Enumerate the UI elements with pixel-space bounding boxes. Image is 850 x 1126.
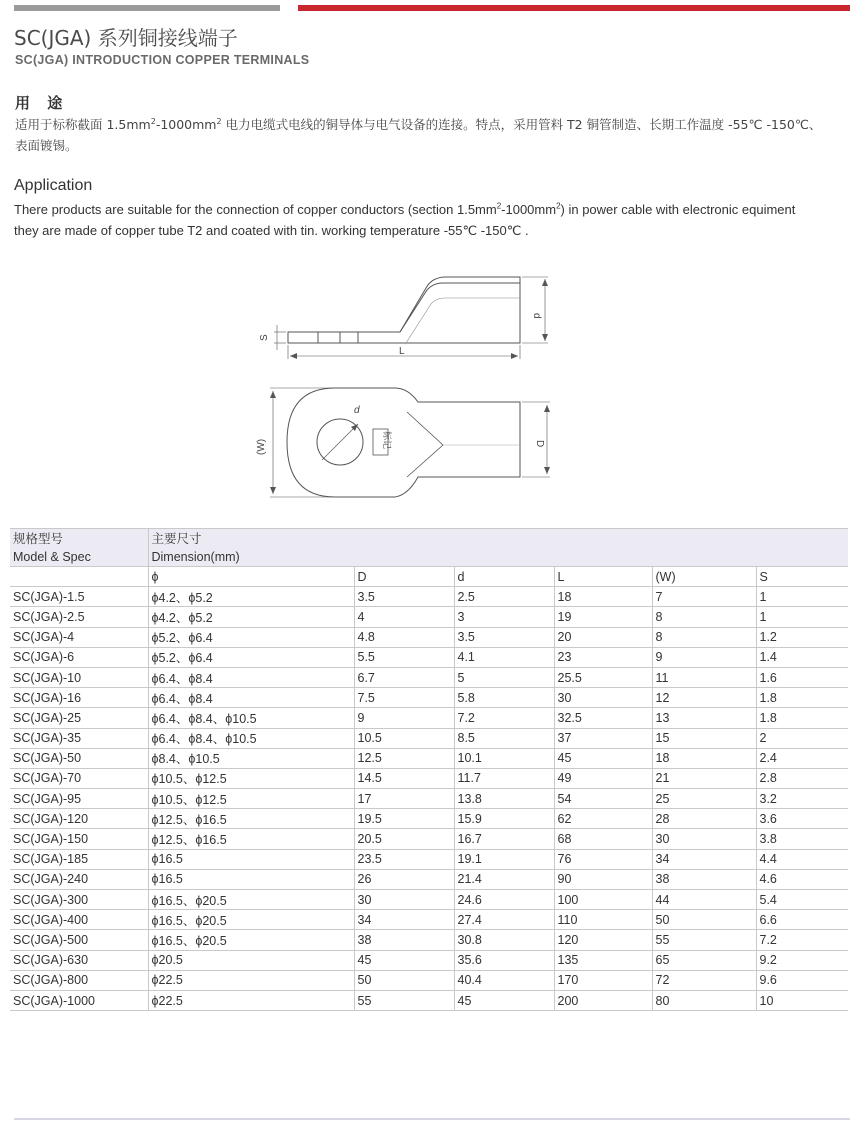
cell-s: 9.6 <box>756 970 848 990</box>
cell-l: 19 <box>554 607 652 627</box>
cell-d-inner: 24.6 <box>454 890 554 910</box>
cell-l: 25.5 <box>554 667 652 687</box>
cell-w: 12 <box>652 688 756 708</box>
cell-w: 44 <box>652 890 756 910</box>
cell-model: SC(JGA)-300 <box>10 890 148 910</box>
cell-model: SC(JGA)-4 <box>10 627 148 647</box>
cell-w: 72 <box>652 970 756 990</box>
header-model-en: Model & Spec <box>10 547 148 567</box>
application-line-2: they are made of copper tube T2 and coated with tin. working temperature -55℃ -150℃ . <box>14 223 529 238</box>
cell-d-inner: 40.4 <box>454 970 554 990</box>
table-row <box>10 667 848 687</box>
cell-s: 7.2 <box>756 930 848 950</box>
header-dim-cn: 主要尺寸 <box>148 529 848 548</box>
cell-d-outer: 50 <box>354 970 454 990</box>
cell-phi: ϕ16.5 <box>148 869 354 889</box>
cell-model: SC(JGA)-1000 <box>10 990 148 1010</box>
table-row <box>10 688 848 708</box>
header-gray-bar <box>14 5 280 11</box>
cell-phi: ϕ16.5、ϕ20.5 <box>148 930 354 950</box>
cell-d-outer: 6.7 <box>354 667 454 687</box>
table-row <box>10 869 848 889</box>
cell-d-inner: 13.8 <box>454 789 554 809</box>
cell-s: 4.4 <box>756 849 848 869</box>
cell-model: SC(JGA)-10 <box>10 667 148 687</box>
cell-d-inner: 2.5 <box>454 587 554 607</box>
cell-d-outer: 14.5 <box>354 768 454 788</box>
cell-s: 4.6 <box>756 869 848 889</box>
cell-d-inner: 11.7 <box>454 768 554 788</box>
cell-l: 120 <box>554 930 652 950</box>
cell-l: 90 <box>554 869 652 889</box>
cell-model: SC(JGA)-120 <box>10 809 148 829</box>
cell-l: 62 <box>554 809 652 829</box>
label-s: S <box>259 334 270 341</box>
cell-model: SC(JGA)-50 <box>10 748 148 768</box>
cell-d-inner: 3.5 <box>454 627 554 647</box>
cell-w: 28 <box>652 809 756 829</box>
cell-w: 15 <box>652 728 756 748</box>
cell-w: 11 <box>652 667 756 687</box>
cell-d-inner: 5 <box>454 667 554 687</box>
top-view <box>270 388 550 497</box>
cell-d-inner: 8.5 <box>454 728 554 748</box>
cell-w: 13 <box>652 708 756 728</box>
cell-model: SC(JGA)-630 <box>10 950 148 970</box>
cell-model: SC(JGA)-150 <box>10 829 148 849</box>
cell-s: 5.4 <box>756 890 848 910</box>
footer-line <box>14 1118 850 1120</box>
cell-phi: ϕ20.5 <box>148 950 354 970</box>
cell-l: 200 <box>554 990 652 1010</box>
cell-d-outer: 5.5 <box>354 647 454 667</box>
cell-d-outer: 23.5 <box>354 849 454 869</box>
cell-d-inner: 16.7 <box>454 829 554 849</box>
spec-table <box>10 528 848 1011</box>
cell-model: SC(JGA)-70 <box>10 768 148 788</box>
cell-model: SC(JGA)-35 <box>10 728 148 748</box>
table-header-row-1 <box>10 529 848 548</box>
column-header-l: L <box>554 567 652 587</box>
cell-phi: ϕ22.5 <box>148 970 354 990</box>
page-subtitle: SC(JGA) INTRODUCTION COPPER TERMINALS <box>15 53 310 67</box>
cell-d-outer: 4 <box>354 607 454 627</box>
cell-model: SC(JGA)-240 <box>10 869 148 889</box>
table-body <box>10 587 848 1011</box>
cell-model: SC(JGA)-16 <box>10 688 148 708</box>
cell-model: SC(JGA)-2.5 <box>10 607 148 627</box>
cell-model: SC(JGA)-1.5 <box>10 587 148 607</box>
table-row <box>10 809 848 829</box>
label-l: L <box>399 346 405 357</box>
table-row <box>10 849 848 869</box>
column-header-phi: ϕ <box>148 567 354 587</box>
label-w: (W) <box>256 438 267 455</box>
cell-d-inner: 19.1 <box>454 849 554 869</box>
table-row <box>10 990 848 1010</box>
terminal-diagram <box>250 255 560 510</box>
column-header-blank <box>10 567 148 587</box>
header-red-bar <box>298 5 850 11</box>
cell-phi: ϕ16.5、ϕ20.5 <box>148 890 354 910</box>
cell-d-outer: 30 <box>354 890 454 910</box>
cell-d-inner: 4.1 <box>454 647 554 667</box>
cell-d-inner: 10.1 <box>454 748 554 768</box>
application-paragraph <box>14 199 850 241</box>
cell-d-outer: 38 <box>354 930 454 950</box>
cell-l: 68 <box>554 829 652 849</box>
cell-s: 1.8 <box>756 708 848 728</box>
usage-heading: 用 途 <box>15 94 69 112</box>
cell-phi: ϕ10.5、ϕ12.5 <box>148 789 354 809</box>
cell-l: 100 <box>554 890 652 910</box>
cell-l: 76 <box>554 849 652 869</box>
cell-phi: ϕ12.5、ϕ16.5 <box>148 829 354 849</box>
cell-d-inner: 7.2 <box>454 708 554 728</box>
table-row <box>10 647 848 667</box>
cell-phi: ϕ6.4、ϕ8.4 <box>148 688 354 708</box>
cell-model: SC(JGA)-95 <box>10 789 148 809</box>
cell-phi: ϕ16.5 <box>148 849 354 869</box>
usage-line-2: 表面镀锡。 <box>15 138 78 153</box>
table-row <box>10 970 848 990</box>
cell-phi: ϕ8.4、ϕ10.5 <box>148 748 354 768</box>
cell-d-inner: 15.9 <box>454 809 554 829</box>
side-view <box>274 277 548 359</box>
cell-w: 38 <box>652 869 756 889</box>
table-row <box>10 930 848 950</box>
page-title: SC(JGA) 系列铜接线端子 <box>14 26 238 50</box>
cell-l: 32.5 <box>554 708 652 728</box>
table-row <box>10 950 848 970</box>
label-mark: 标记 <box>382 431 392 450</box>
table-row <box>10 627 848 647</box>
cell-phi: ϕ10.5、ϕ12.5 <box>148 768 354 788</box>
cell-l: 170 <box>554 970 652 990</box>
table-row <box>10 607 848 627</box>
table-header-row-2 <box>10 547 848 567</box>
cell-s: 3.6 <box>756 809 848 829</box>
cell-phi: ϕ6.4、ϕ8.4、ϕ10.5 <box>148 728 354 748</box>
cell-d-inner: 27.4 <box>454 910 554 930</box>
cell-s: 2.8 <box>756 768 848 788</box>
table-row <box>10 728 848 748</box>
cell-d-outer: 3.5 <box>354 587 454 607</box>
cell-l: 18 <box>554 587 652 607</box>
cell-d-outer: 55 <box>354 990 454 1010</box>
column-header-d-outer: D <box>354 567 454 587</box>
cell-d-inner: 21.4 <box>454 869 554 889</box>
column-header-s: S <box>756 567 848 587</box>
cell-w: 7 <box>652 587 756 607</box>
cell-d-inner: 3 <box>454 607 554 627</box>
cell-model: SC(JGA)-185 <box>10 849 148 869</box>
table-row <box>10 829 848 849</box>
table-row <box>10 890 848 910</box>
cell-w: 9 <box>652 647 756 667</box>
cell-s: 1 <box>756 607 848 627</box>
label-d-big: D <box>534 440 545 448</box>
cell-d-outer: 45 <box>354 950 454 970</box>
cell-w: 21 <box>652 768 756 788</box>
cell-l: 30 <box>554 688 652 708</box>
cell-d-outer: 4.8 <box>354 627 454 647</box>
application-heading: Application <box>14 177 93 194</box>
cell-phi: ϕ6.4、ϕ8.4、ϕ10.5 <box>148 708 354 728</box>
cell-w: 50 <box>652 910 756 930</box>
table-column-header-row <box>10 567 848 587</box>
cell-w: 25 <box>652 789 756 809</box>
cell-phi: ϕ16.5、ϕ20.5 <box>148 910 354 930</box>
cell-s: 1.6 <box>756 667 848 687</box>
cell-model: SC(JGA)-400 <box>10 910 148 930</box>
cell-d-outer: 7.5 <box>354 688 454 708</box>
cell-phi: ϕ4.2、ϕ5.2 <box>148 587 354 607</box>
cell-w: 55 <box>652 930 756 950</box>
cell-d-outer: 34 <box>354 910 454 930</box>
table-row <box>10 748 848 768</box>
cell-s: 2.4 <box>756 748 848 768</box>
cell-s: 3.2 <box>756 789 848 809</box>
usage-paragraph <box>15 114 850 156</box>
cell-w: 18 <box>652 748 756 768</box>
cell-d-inner: 30.8 <box>454 930 554 950</box>
label-d-hole: d <box>354 405 360 416</box>
cell-model: SC(JGA)-500 <box>10 930 148 950</box>
cell-l: 54 <box>554 789 652 809</box>
cell-d-outer: 10.5 <box>354 728 454 748</box>
cell-phi: ϕ6.4、ϕ8.4 <box>148 667 354 687</box>
cell-s: 1.8 <box>756 688 848 708</box>
cell-l: 20 <box>554 627 652 647</box>
cell-w: 8 <box>652 607 756 627</box>
cell-d-outer: 17 <box>354 789 454 809</box>
cell-l: 23 <box>554 647 652 667</box>
cell-d-outer: 12.5 <box>354 748 454 768</box>
table-row <box>10 708 848 728</box>
cell-s: 2 <box>756 728 848 748</box>
cell-s: 3.8 <box>756 829 848 849</box>
cell-l: 135 <box>554 950 652 970</box>
cell-w: 8 <box>652 627 756 647</box>
cell-phi: ϕ5.2、ϕ6.4 <box>148 647 354 667</box>
cell-w: 80 <box>652 990 756 1010</box>
label-d-side: d <box>531 313 542 319</box>
cell-s: 9.2 <box>756 950 848 970</box>
cell-phi: ϕ5.2、ϕ6.4 <box>148 627 354 647</box>
table-row <box>10 587 848 607</box>
header-model-cn: 规格型号 <box>10 529 148 548</box>
column-header-w: (W) <box>652 567 756 587</box>
cell-d-inner: 5.8 <box>454 688 554 708</box>
cell-s: 1 <box>756 587 848 607</box>
cell-phi: ϕ4.2、ϕ5.2 <box>148 607 354 627</box>
table-row <box>10 910 848 930</box>
cell-model: SC(JGA)-6 <box>10 647 148 667</box>
cell-d-outer: 9 <box>354 708 454 728</box>
cell-s: 10 <box>756 990 848 1010</box>
cell-d-outer: 19.5 <box>354 809 454 829</box>
usage-line-1: 适用于标称截面 $1.5mm^2-1000mm^2$ 电力电缆式电线的铜导体与电气设备的连接。特点，采用管料 T2 铜管制造、长期工作温度 -55℃ -150℃、 <box>15 116 822 132</box>
cell-phi: ϕ12.5、ϕ16.5 <box>148 809 354 829</box>
cell-l: 49 <box>554 768 652 788</box>
cell-w: 30 <box>652 829 756 849</box>
cell-phi: ϕ22.5 <box>148 990 354 1010</box>
cell-s: 1.2 <box>756 627 848 647</box>
cell-model: SC(JGA)-800 <box>10 970 148 990</box>
table-row <box>10 768 848 788</box>
table-row <box>10 789 848 809</box>
cell-d-outer: 26 <box>354 869 454 889</box>
cell-w: 65 <box>652 950 756 970</box>
column-header-d-inner: d <box>454 567 554 587</box>
header-dim-en: Dimension(mm) <box>148 547 848 567</box>
cell-w: 34 <box>652 849 756 869</box>
cell-model: SC(JGA)-25 <box>10 708 148 728</box>
cell-s: 1.4 <box>756 647 848 667</box>
cell-l: 110 <box>554 910 652 930</box>
application-line-1: There products are suitable for the connection of copper conductors (section $1.5mm^2-1000mm^2$) in power cable with electronic equiment <box>14 201 796 217</box>
cell-l: 37 <box>554 728 652 748</box>
cell-d-inner: 35.6 <box>454 950 554 970</box>
cell-d-outer: 20.5 <box>354 829 454 849</box>
cell-l: 45 <box>554 748 652 768</box>
cell-d-inner: 45 <box>454 990 554 1010</box>
cell-s: 6.6 <box>756 910 848 930</box>
